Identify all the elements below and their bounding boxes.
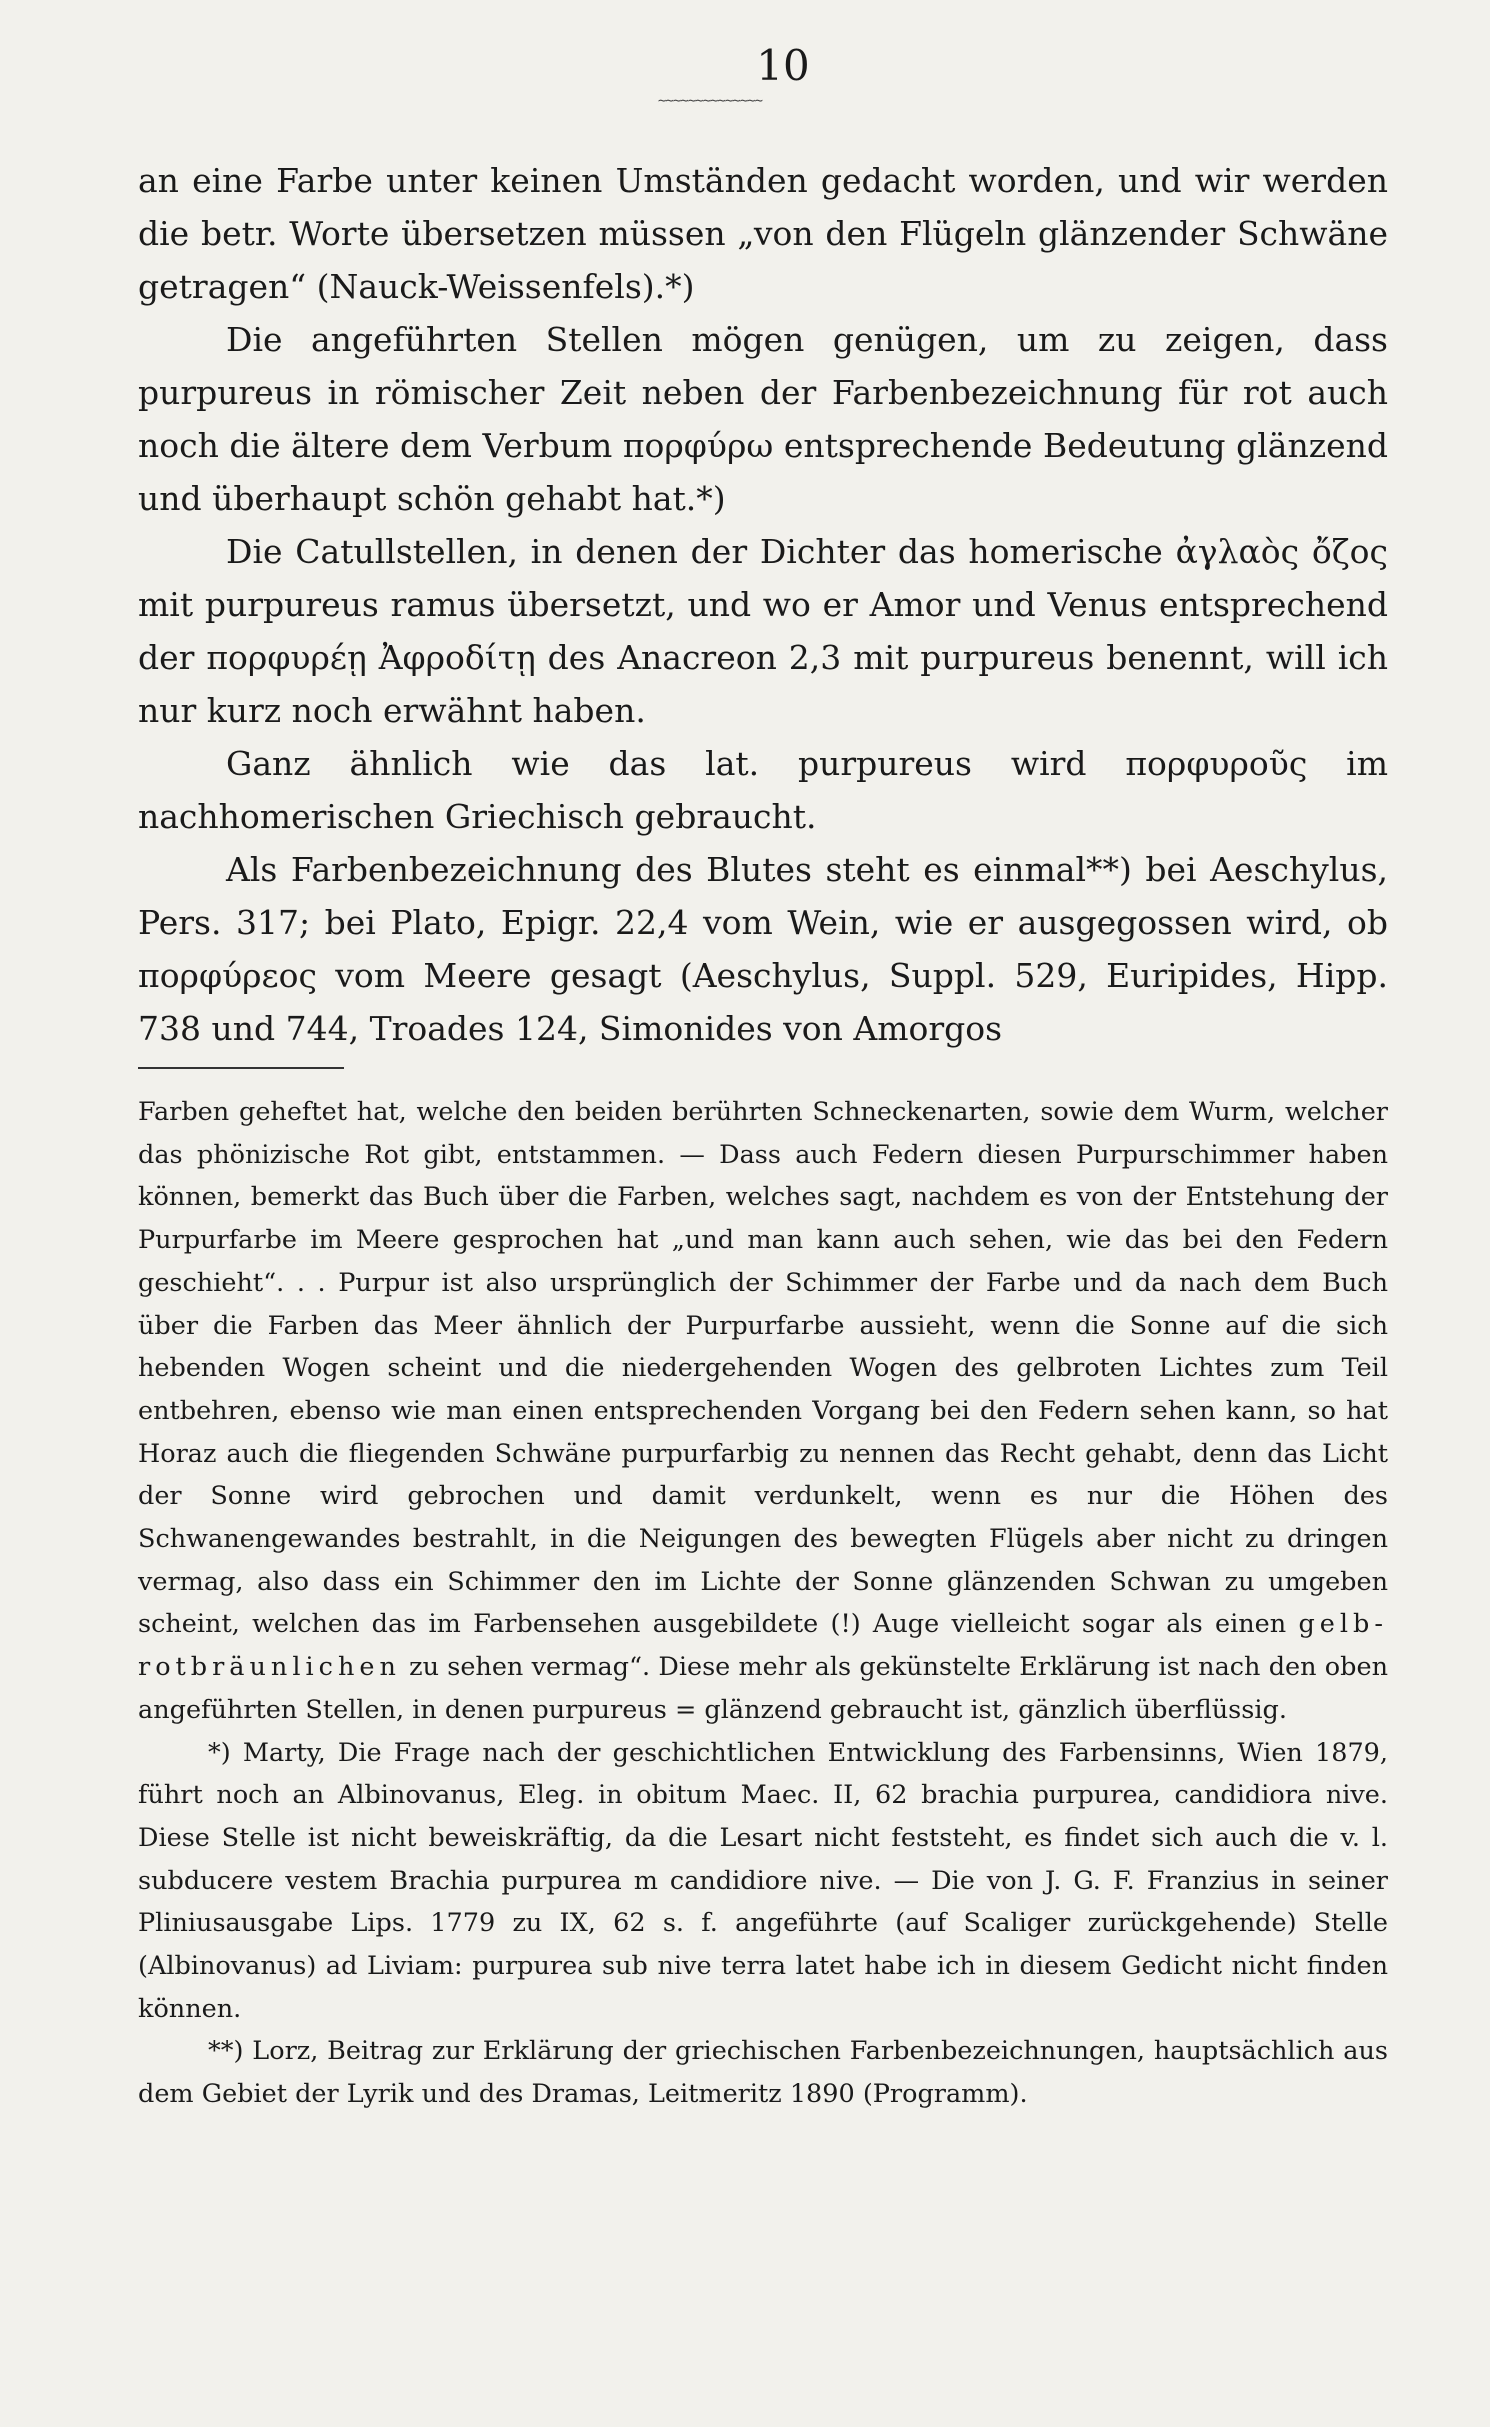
footnote-text: Farben geheftet hat, welche den beiden berührten Schneckenarten, sowie dem Wurm, welcher das phönizische Rot gibt, entstammen. — Dass auch Federn diesen Purpurschimmer haben können, bemerkt das Buch über die Farben, welches sagt, nachdem es von der Entstehung der Purpurfarbe im Meere gesprochen hat „und man kann auch sehen, wie das bei den Federn geschieht“. . . Purpur ist also ursprünglich der Schimmer der Farbe und da nach dem Buch über die Farben das Meer ähnlich der Purpurfarbe aussieht, wenn die Sonne auf die sich hebenden Wogen scheint und die niedergehenden Wogen des gelbroten Lichtes zum Teil entbehren, ebenso wie man einen entsprechenden Vorgang bei den Federn sehen kann, so hat Horaz auch die fliegenden Schwäne purpurfarbig zu nennen das Recht gehabt, denn das Licht der Sonne wird gebrochen und damit verdunkelt, wenn es nur die Höhen des Schwanengewandes bestrahlt, in die Neigungen des bewegten Flügels aber nicht zu dringen vermag, also dass ein Schimmer den im Lichte der Sonne glänzenden Schwan zu umgeben scheint, welchen das im Farbensehen ausgebildete (!) Auge vielleicht sogar als einen [138,1097,1388,1640]
spaced-term: gelb-rotbräunlichen [138,1609,1388,1683]
page-number: 10 [756,41,810,90]
paragraph: Ganz ähnlich wie das lat. purpureus wird πορφυροῦς im nachhomerischen Griechisch gebraucht. [138,744,1388,836]
paragraph: an eine Farbe unter keinen Umständen gedacht worden, und wir werden die betr. Worte übersetzen müssen „von den Flügeln glänzender Schwäne getragen“ (Nauck-Weissenfels).*) [138,161,1388,306]
footnote-text: zu sehen vermag“. Diese mehr als gekünstelte Erklärung ist nach den oben angeführten Stellen, in denen purpureus = glänzend gebraucht ist, gänzlich überflüssig. [138,1652,1388,1725]
footnote-double-star: **) Lorz, Beitrag zur Erklärung der griechischen Farbenbezeichnungen, hauptsächlich aus dem Gebiet der Lyrik und des Dramas, Leitmeritz 1890 (Programm). [138,2036,1388,2110]
footnote-continuation [138,1091,1388,1732]
paragraph: Als Farbenbezeichnung des Blutes steht es einmal**) bei Aeschylus, Pers. 317; bei Plato, Epigr. 22,4 vom Wein, wie er ausgegossen wird, ob πορφύρεος vom Meere gesagt (Aeschylus, Suppl. 529, Euripides, Hipp. 738 und 744, Troades 124, Simonides von Amorgos [138,850,1388,1048]
paragraph: Die Catullstellen, in denen der Dichter das homerische ἀγλαὸς ὄζος mit purpureus ramus übersetzt, und wo er Amor und Venus entsprechend der πορφυρέῃ Ἀφροδίτῃ des Anacreon 2,3 mit purpureus benennt, will ich nur kurz noch erwähnt haben. [138,532,1388,730]
main-text [138,154,1388,1055]
footnote-single-star: *) Marty, Die Frage nach der geschichtlichen Entwicklung des Farbensinns, Wien 1879, führt noch an Albinovanus, Eleg. in obitum Maec. II, 62 brachia purpurea, candidiora nive. Diese Stelle ist nicht beweiskräftig, da die Lesart nicht feststeht, es findet sich auch die v. l. subducere vestem Brachia purpurea m candidiore nive. — Die von J. G. F. Franzius in seiner Pliniusausgabe Lips. 1779 zu IX, 62 s. f. angeführte (auf Scaliger zurückgehende) Stelle (Albinovanus) ad Liviam: purpurea sub nive terra latet habe ich in diesem Gedicht nicht finden können. [138,1737,1388,2024]
page-number-ornament: ∼∼∼∼∼∼∼∼∼∼∼∼∼∼ [658,93,763,109]
paragraph: Die angeführten Stellen mögen genügen, um zu zeigen, dass purpureus in römischer Zeit neben der Farbenbezeichnung für rot auch noch die ältere dem Verbum πορφύρω entsprechende Bedeutung glänzend und überhaupt schön gehabt hat.*) [138,320,1388,518]
footnotes [138,1091,1388,2116]
footnote-divider [138,1067,344,1069]
page [138,40,1388,2116]
